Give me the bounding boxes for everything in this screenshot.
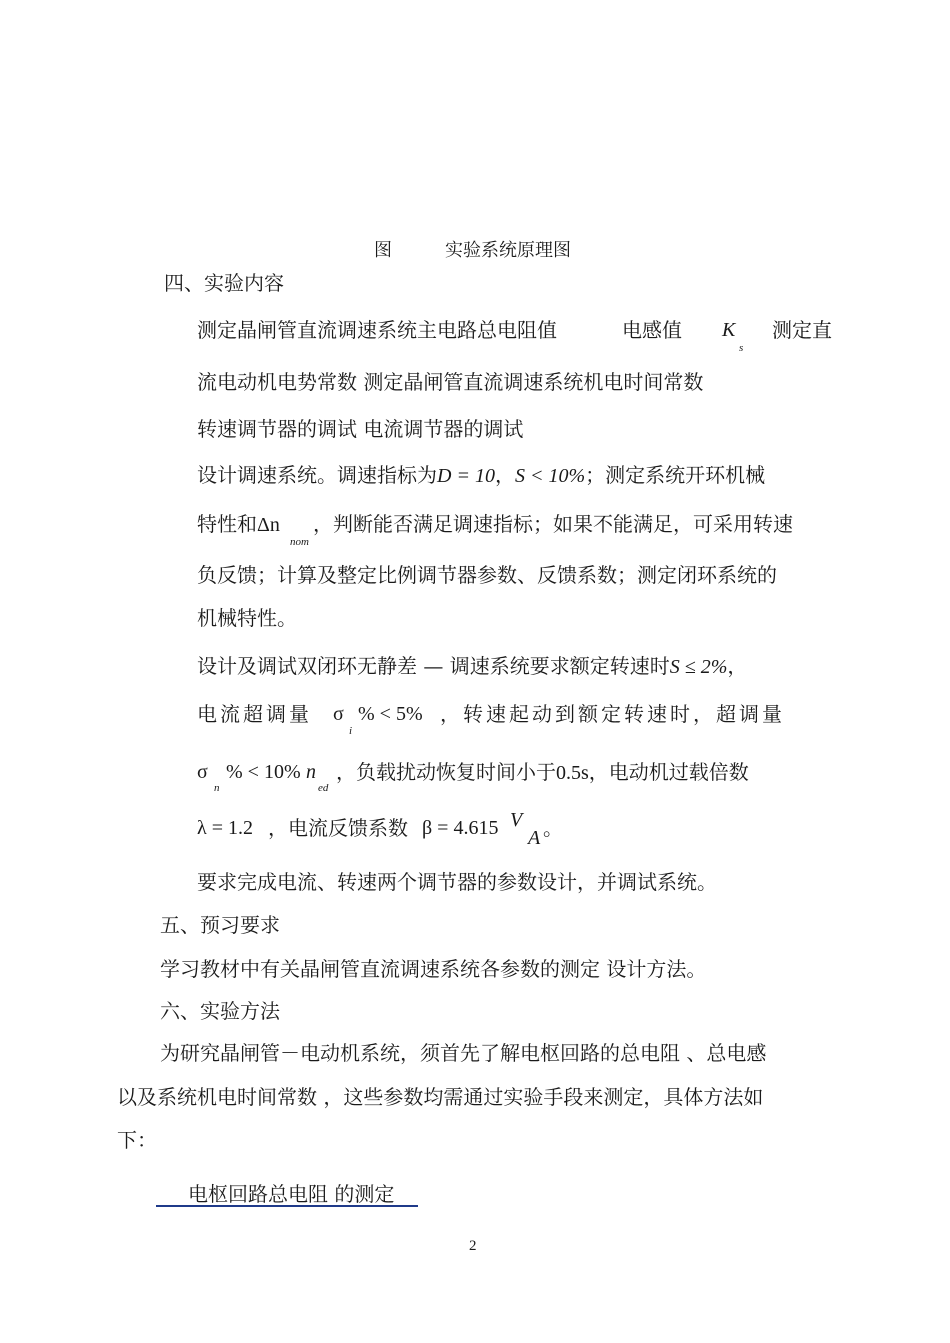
sigma-n-subscript: n (214, 782, 220, 794)
sec5-body: 学习教材中有关晶闸管直流调速系统各参数的测定 设计方法。 (160, 957, 707, 981)
item3-line4: 机械特性。 (197, 606, 297, 630)
unit-v: V (510, 809, 523, 831)
beta-equation: β = 4.615 (422, 817, 499, 839)
item1-inductance: 电感值 (622, 318, 682, 342)
sigma-n-inequality: % < 10% (226, 761, 301, 783)
subheading-text: 电枢回路总电阻 的测定 (188, 1182, 395, 1206)
figure-caption-label: 图 (374, 240, 392, 261)
sigma-i-subscript: i (349, 725, 353, 737)
d-equation: D = 10 (437, 465, 495, 487)
item4-line2 (197, 702, 312, 726)
item4-overload-text: ，电动机过载倍数 (588, 760, 749, 784)
item4-text-e: ，电流反馈系数 (268, 816, 408, 840)
s-le-inequality: S ≤ 2% (669, 656, 728, 678)
nom-subscript: nom (290, 536, 309, 548)
n-ed-symbol: n (306, 761, 316, 783)
item3-text-a: 设计调速系统。调速指标为 (197, 463, 437, 487)
time-value: 0.5s (556, 762, 589, 784)
comma: ， (494, 463, 515, 487)
item3-text-d: ，判断能否满足调速指标；如果不能满足，可采用转速 (313, 512, 793, 536)
item4-text-c: ，转速起动到额定转速时，超调量 (440, 702, 785, 726)
item3-line1 (197, 463, 765, 488)
sec6-line1: 为研究晶闸管－电动机系统，须首先了解电枢回路的总电阻 、总电感 (160, 1041, 767, 1065)
figure-caption-title: 实验系统原理图 (445, 240, 571, 261)
unit-a: A (528, 827, 541, 849)
item4-period: 。 (543, 816, 563, 840)
delta-n-symbol: Δn (257, 514, 280, 536)
subheading-resistance-measurement (156, 1183, 418, 1207)
sigma-i-inequality: % < 5% (358, 703, 423, 725)
section-heading-4: 四、实验内容 (164, 271, 284, 295)
lambda-equation: λ = 1.2 (197, 817, 253, 839)
item2-line: 转速调节器的调试 电流调节器的调试 (197, 417, 524, 441)
ks-subscript: s (739, 342, 744, 354)
item1-text-c: 测定直 (772, 318, 832, 342)
s-inequality: S < 10% (514, 465, 586, 487)
ks-symbol: K (722, 319, 736, 341)
item1-text-a: 测定晶闸管直流调速系统主电路总电阻值 (197, 318, 557, 342)
item1-line1 (197, 318, 557, 342)
section-heading-6: 六、实验方法 (160, 999, 280, 1023)
item4-line1 (197, 654, 747, 679)
item4-text-d (336, 760, 749, 785)
section-heading-5: 五、预习要求 (160, 913, 280, 937)
item3-line3: 负反馈；计算及整定比例调节器参数、反馈系数；测定闭环系统的 (197, 563, 777, 587)
item4-text-a: 设计及调试双闭环无静差 — 调速系统要求额定转速时 (197, 654, 670, 678)
n-ed-subscript: ed (318, 782, 329, 794)
page-number: 2 (469, 1238, 477, 1254)
item4-recovery-text: ，负载扰动恢复时间小于 (336, 760, 556, 784)
item3-text-b: ；测定系统开环机械 (585, 463, 766, 487)
sigma-n-symbol: σ (197, 761, 208, 783)
item4-text-b: 电流超调量 (197, 702, 312, 726)
item4-comma: ， (727, 654, 748, 678)
item3-text-c: 特性和 (197, 512, 257, 536)
sec6-line2: 以及系统机电时间常数 ，这些参数均需通过实验手段来测定，具体方法如 (117, 1085, 764, 1109)
item3-line2 (197, 512, 280, 537)
item1-line2: 流电动机电势常数 测定晶闸管直流调速系统机电时间常数 (197, 370, 704, 394)
sigma-i-symbol: σ (333, 703, 344, 725)
sec6-line3: 下： (117, 1128, 157, 1152)
sec4-closing: 要求完成电流、转速两个调节器的参数设计，并调试系统。 (197, 870, 717, 894)
